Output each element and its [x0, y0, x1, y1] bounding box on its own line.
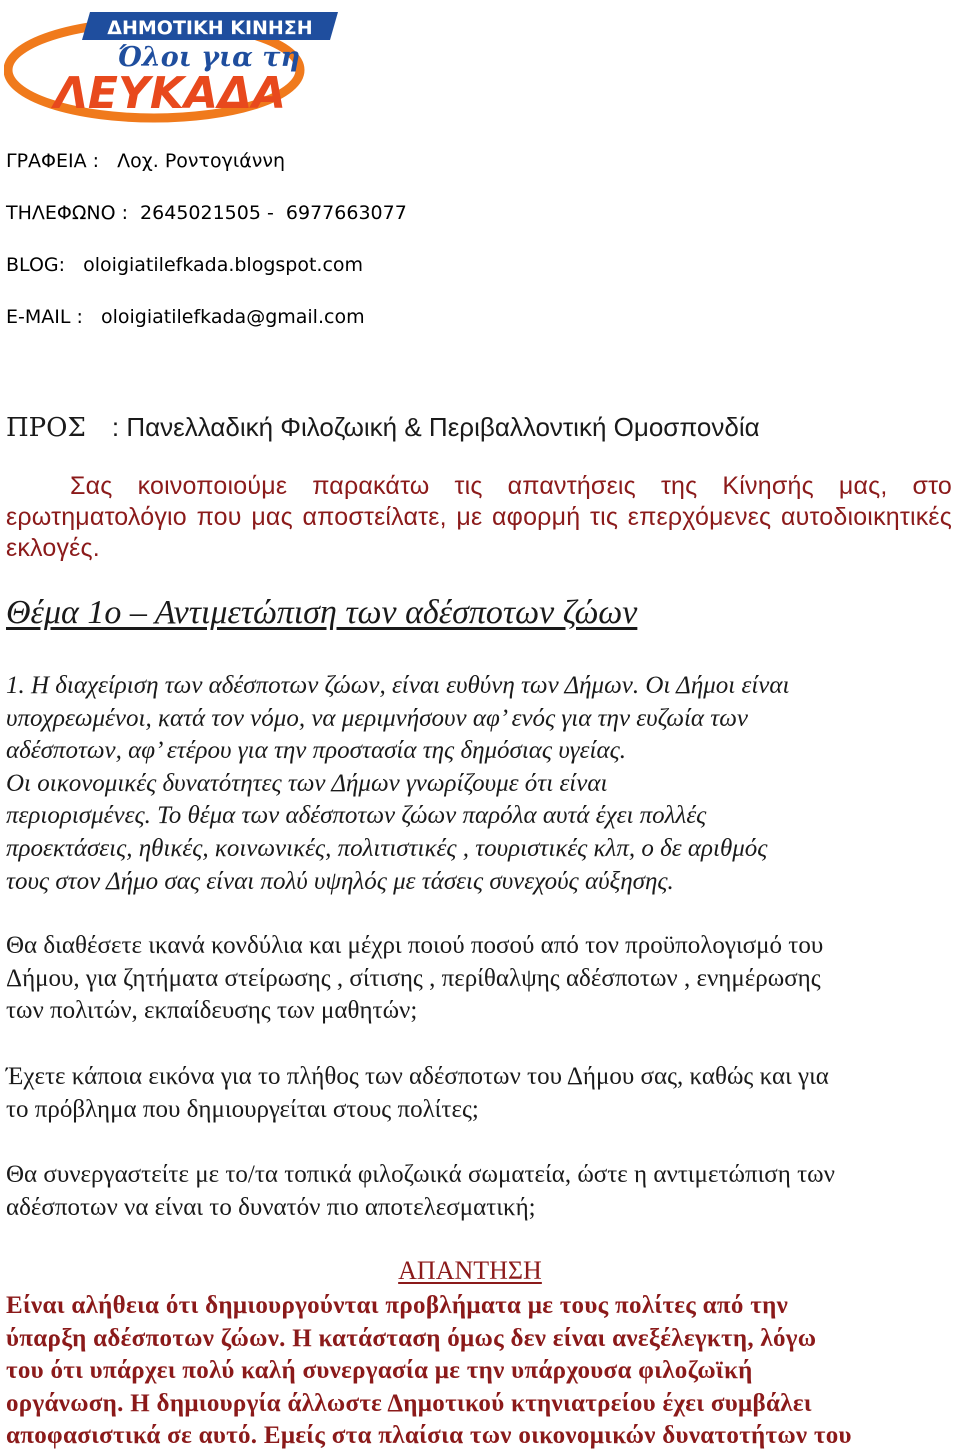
paragraph-1-line: περιορισμένες. Το θέμα των αδέσποτων ζώων παρόλα αυτά έχει πολλές [6, 802, 707, 830]
answer-line: του ότι υπάρχει πολύ καλή συνεργασία με την υπάρχουσα φιλοζωϊκή [6, 1357, 753, 1384]
question-1 [6, 930, 954, 1028]
logo-graphic [4, 6, 344, 124]
question-3-line: Θα συνεργαστείτε με το/τα τοπικά φιλοζωικά σωματεία, ώστε η αντιμετώπιση των [6, 1161, 835, 1188]
recipient-label: ΠΡΟΣ [6, 413, 86, 443]
paragraph-1-line: υποχρεωμένοι, κατά τον νόμο, να μεριμνήσουν αφ’ ενός για την ευζωία των [6, 704, 748, 732]
question-2 [6, 1061, 954, 1126]
question-2-line: Έχετε κάποια εικόνα για το πλήθος των αδέσποτων του Δήμου σας, καθώς και για [6, 1063, 829, 1090]
contact-office: ΓΡΑΦΕΙΑ : Λοχ. Ροντογιάννη [6, 150, 286, 172]
paragraph-1-line: Οι οικονομικές δυνατότητες των Δήμων γνωρίζουμε ότι είναι [6, 769, 608, 797]
contact-info [6, 146, 407, 354]
logo-big-text: ΛΕΥΚΑΔΑ [53, 68, 287, 119]
answer-line: αποφασιστικά σε αυτό. Εμείς στα πλαίσια των οικονομικών δυνατοτήτων του [6, 1422, 852, 1449]
paragraph-1-line: προεκτάσεις, ηθικές, κοινωνικές, πολιτιστικές , τουριστικές κλπ, ο δε αριθμός [6, 834, 768, 862]
intro-paragraph: Σας κοινοποιούμε παρακάτω τις απαντήσεις της Κίνησής μας, στο ερωτηματολόγιο που μας αποστείλατε, με αφορμή τις επερχόμενες αυτοδιοικητικές εκλογές. [6, 472, 952, 562]
paragraph-1-line: τους στον Δήμο σας είναι πολύ υψηλός με τάσεις συνεχούς αύξησης. [6, 867, 674, 895]
logo [4, 6, 344, 124]
paragraph-1 [6, 670, 954, 898]
answer-line: ύπαρξη αδέσποτων ζώων. Η κατάσταση όμως δεν είναι ανεξέλεγκτη, λόγω [6, 1324, 817, 1352]
contact-email: E-MAIL : oloigiatilefkada@gmail.com [6, 306, 365, 328]
question-3 [6, 1159, 954, 1224]
paragraph-1-line: 1. Η διαχείριση των αδέσποτων ζώων, είναι ευθύνη των Δήμων. Οι Δήμοι είναι [6, 672, 790, 699]
question-2-line: το πρόβλημα που δημιουργείται στους πολίτες; [6, 1095, 479, 1123]
recipient-name: : Πανελλαδική Φιλοζωική & Περιβαλλοντική Ομοσπονδία [111, 412, 760, 442]
question-3-line: αδέσποτων να είναι το δυνατόν πιο αποτελεσματική; [6, 1193, 536, 1221]
question-1-line: των πολιτών, εκπαίδευσης των μαθητών; [6, 997, 418, 1024]
answer-paragraph [6, 1290, 954, 1453]
answer-title: ΑΠΑΝΤΗΣΗ [398, 1256, 542, 1285]
answer-line: οργάνωση. Η δημιουργία άλλωστε Δημοτικού κτηνιατρείου έχει συμβάλει [6, 1389, 812, 1417]
logo-script-text: Όλοι για τη [117, 42, 301, 73]
question-1-line: Θα διαθέσετε ικανά κονδύλια και μέχρι ποιού ποσού από τον προϋπολογισμό του [6, 932, 824, 959]
answer-line: Είναι αλήθεια ότι δημιουργούνται προβλήματα με τους πολίτες από την [6, 1292, 789, 1319]
recipient-line [6, 412, 760, 443]
contact-blog: BLOG: oloigiatilefkada.blogspot.com [6, 254, 364, 276]
contact-phone: ΤΗΛΕΦΩΝΟ : 2645021505 - 6977663077 [6, 202, 407, 224]
logo-banner-text: ΔΗΜΟΤΙΚΗ ΚΙΝΗΣΗ [107, 17, 313, 39]
paragraph-1-line: αδέσποτων, αφ’ ετέρου για την προστασία της δημόσιας υγείας. [6, 737, 626, 765]
question-1-line: Δήμου, για ζητήματα στείρωσης , σίτισης , περίθαλψης αδέσποτων , ενημέρωσης [6, 964, 821, 992]
topic-heading: Θέμα 1ο – Αντιμετώπιση των αδέσποτων ζώων [6, 594, 638, 631]
